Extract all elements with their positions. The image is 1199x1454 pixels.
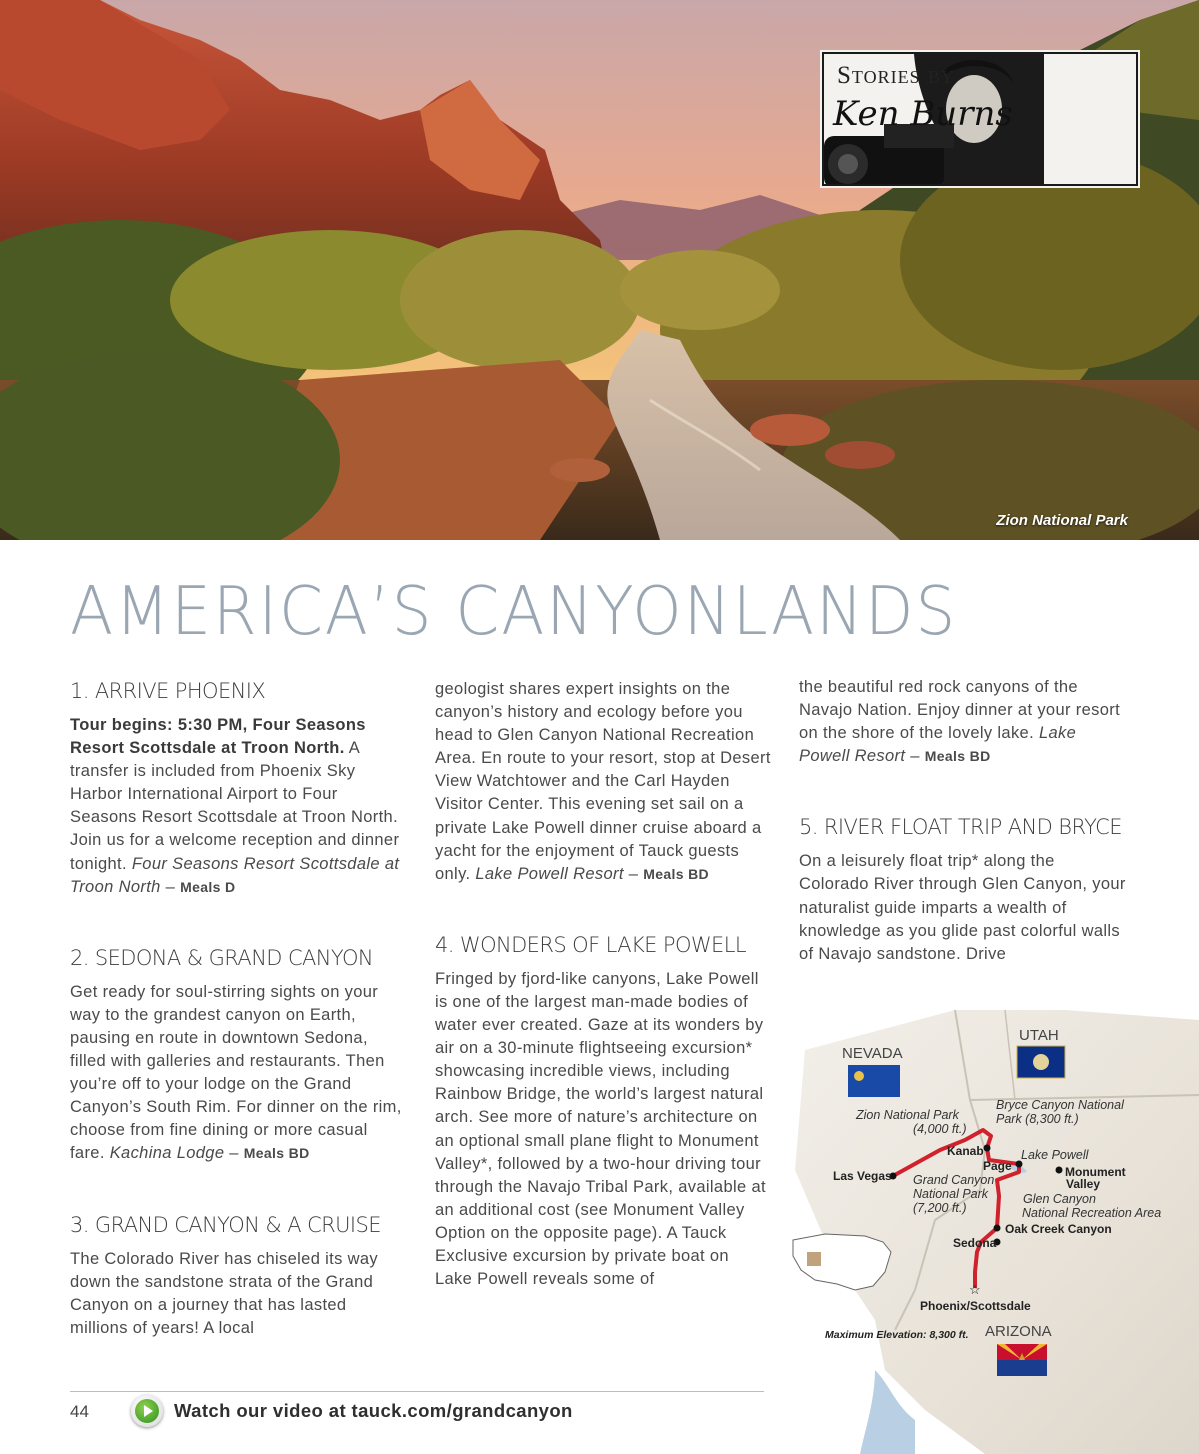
zion-elevation: (4,000 ft.): [913, 1122, 967, 1136]
day-4-lodging: Lake Powell Resort: [799, 724, 1077, 766]
video-play-icon[interactable]: [131, 1395, 163, 1427]
day-1-lead: Tour begins: 5:30 PM, Four Seasons Resort Scottsdale at Troon North.: [70, 716, 366, 758]
sedona-label: Sedona: [953, 1236, 997, 1250]
day-1-text: Tour begins: 5:30 PM, Four Seasons Resort Scottsdale at Troon North. A transfer is included from Phoenix Sky Harbor International Airport to Four Seasons Resort Scottsdale at Troon North. Join us for a welcome reception and dinner tonight. Four Seasons Resort Scottsdale at Troon North – Meals D: [70, 716, 400, 896]
day-2-lodging: Kachina Lodge: [109, 1144, 225, 1163]
page-number: 44: [70, 1402, 89, 1421]
monument-valley-marker: [1056, 1167, 1063, 1174]
grand-canyon-label-2: National Park: [913, 1187, 989, 1201]
day-1-meals: Meals D: [180, 878, 236, 895]
day-1-body: A transfer is included from Phoenix Sky Harbor International Airport to Four Seasons Resort Scottsdale at Troon North. Join us for a welcome reception and dinner tonight.: [70, 739, 400, 873]
las-vegas-label: Las Vegas: [833, 1169, 892, 1183]
glen-canyon-label-2: National Recreation Area: [1022, 1206, 1162, 1220]
column-3: [799, 676, 1129, 966]
monument-label: Monument: [1065, 1165, 1126, 1179]
day-4-meals: Meals BD: [924, 748, 991, 765]
column-1: [70, 678, 406, 1340]
oak-creek-marker: [994, 1225, 1001, 1232]
glen-canyon-label: Glen Canyon: [1023, 1192, 1096, 1206]
oak-creek-label: Oak Creek Canyon: [1005, 1222, 1112, 1236]
play-triangle-icon: [144, 1405, 153, 1417]
utah-label: UTAH: [1019, 1027, 1059, 1044]
arizona-label: ARIZONA: [985, 1323, 1052, 1340]
phoenix-star: ☆: [969, 1282, 981, 1297]
day-3-lodging: Lake Powell Resort: [475, 864, 624, 883]
zion-label: Zion National Park: [856, 1108, 959, 1122]
video-link-text[interactable]: Watch our video at tauck.com/grandcanyon: [174, 1400, 573, 1421]
day-1-lodging: Four Seasons Resort Scottsdale at Troon North: [70, 854, 400, 896]
day-5-heading: 5. RIVER FLOAT TRIP AND BRYCE: [799, 815, 1122, 840]
bryce-elevation: Park (8,300 ft.): [996, 1112, 1079, 1126]
footer-divider: [70, 1391, 764, 1392]
page-label: Page: [983, 1159, 1012, 1173]
ken-burns-signature: Ken Burns: [833, 94, 1013, 134]
kanab-marker: [984, 1145, 991, 1152]
monument-label-2: Valley: [1066, 1177, 1101, 1191]
photo-caption: Zion National Park: [996, 512, 1128, 529]
day-3-heading: 3. GRAND CANYON & A CRUISE: [70, 1212, 381, 1237]
route-map-graphic: [765, 990, 1199, 1454]
day-2-meals: Meals BD: [243, 1145, 310, 1162]
day-3-body-cont: geologist shares expert insights on the canyon’s history and ecology before you head to Glen Canyon National Recreation Area. En route to your resort, stop at Desert View Watchtower and the Carl Hayden Visitor Center. This evening set sail on a private Lake Powell dinner cruise aboard a yacht for the enjoyment of Tauck guests only.: [435, 680, 771, 883]
page-title: AMERICA’S CANYONLANDS: [70, 572, 958, 650]
lake-powell-label: Lake Powell: [1021, 1148, 1089, 1162]
day-4-body-cont: the beautiful red rock canyons of the Navajo Nation. Enjoy dinner at your resort on the shore of the lovely lake.: [799, 678, 1121, 743]
nevada-flag: [848, 1065, 900, 1097]
grand-canyon-elevation: (7,200 ft.): [913, 1201, 967, 1215]
day-3-text: The Colorado River has chiseled its way down the sandstone strata of the Grand Canyon on a journey that has lasted millions of years! A local: [70, 1249, 379, 1337]
stories-by-text: Stories by: [837, 62, 955, 89]
day-3-meals: Meals BD: [643, 865, 710, 882]
phoenix-label: Phoenix/Scottsdale: [920, 1299, 1031, 1313]
usa-inset-map: [793, 1234, 891, 1290]
kanab-label: Kanab: [947, 1144, 984, 1158]
day-4-text: Fringed by fjord-like canyons, Lake Powell is one of the largest man-made bodies of water ever created. Gaze at its wonders by air on a 30-minute flightseeing excursion* showcasing incredible views, including Rainbow Bridge, the world’s largest natural arch. See more of nature’s architecture on an optional small plane flight to Monument Valley*, followed by a two-hour driving tour through the Navajo Tribal Park, available at an additional cost (see Monument Valley Option on the opposite page). A Tauck Exclusive excursion by private boat on Lake Powell reveals some of: [435, 969, 766, 1289]
bryce-label: Bryce Canyon National: [996, 1098, 1124, 1112]
day-2-heading: 2. SEDONA & GRAND CANYON: [70, 945, 373, 970]
max-elevation-note: Maximum Elevation: 8,300 ft.: [825, 1329, 969, 1341]
column-2: [435, 678, 771, 1291]
day-2-text: Get ready for soul-stirring sights on your way to the grandest canyon on Earth, pausing en route in downtown Sedona, filled with galleries and restaurants. Then you’re off to your lodge on the Grand Canyon’s South Rim. For dinner on the rim, choose from fine dining or more casual fare. Kachina Lodge – Meals BD: [70, 982, 402, 1163]
arizona-flag: [997, 1344, 1047, 1376]
day-4-text-cont: the beautiful red rock canyons of the Navajo Nation. Enjoy dinner at your resort on the shore of the lovely lake. Lake Powell Resort – Meals BD: [799, 678, 1121, 766]
day-5-text: On a leisurely float trip* along the Colorado River through Glen Canyon, your naturalist guide imparts a wealth of knowledge as you glide past colorful walls of Navajo sandstone. Drive: [799, 852, 1126, 963]
nevada-label: NEVADA: [842, 1045, 903, 1062]
day-2-body: Get ready for soul-stirring sights on your way to the grandest canyon on Earth, pausing en route in downtown Sedona, filled with galleries and restaurants. Then you’re off to your lodge on the Grand Canyon’s South Rim. For dinner on the rim, choose from fine dining or more casual fare.: [70, 982, 402, 1163]
stories-by-ken-burns-badge: [822, 52, 1138, 186]
day-3-text-cont: geologist shares expert insights on the canyon’s history and ecology before you head to Glen Canyon National Recreation Area. En route to your resort, stop at Desert View Watchtower and the Carl Hayden Visitor Center. This evening set sail on a private Lake Powell dinner cruise aboard a yacht for the enjoyment of Tauck guests only. Lake Powell Resort – Meals BD: [435, 680, 771, 883]
day-4-heading: 4. WONDERS OF LAKE POWELL: [435, 932, 746, 957]
grand-canyon-label: Grand Canyon: [913, 1173, 995, 1187]
utah-flag: [1017, 1046, 1065, 1078]
day-1-heading: 1. ARRIVE PHOENIX: [70, 679, 266, 703]
route-map: [765, 990, 1199, 1454]
hero-photo: [0, 0, 1199, 540]
